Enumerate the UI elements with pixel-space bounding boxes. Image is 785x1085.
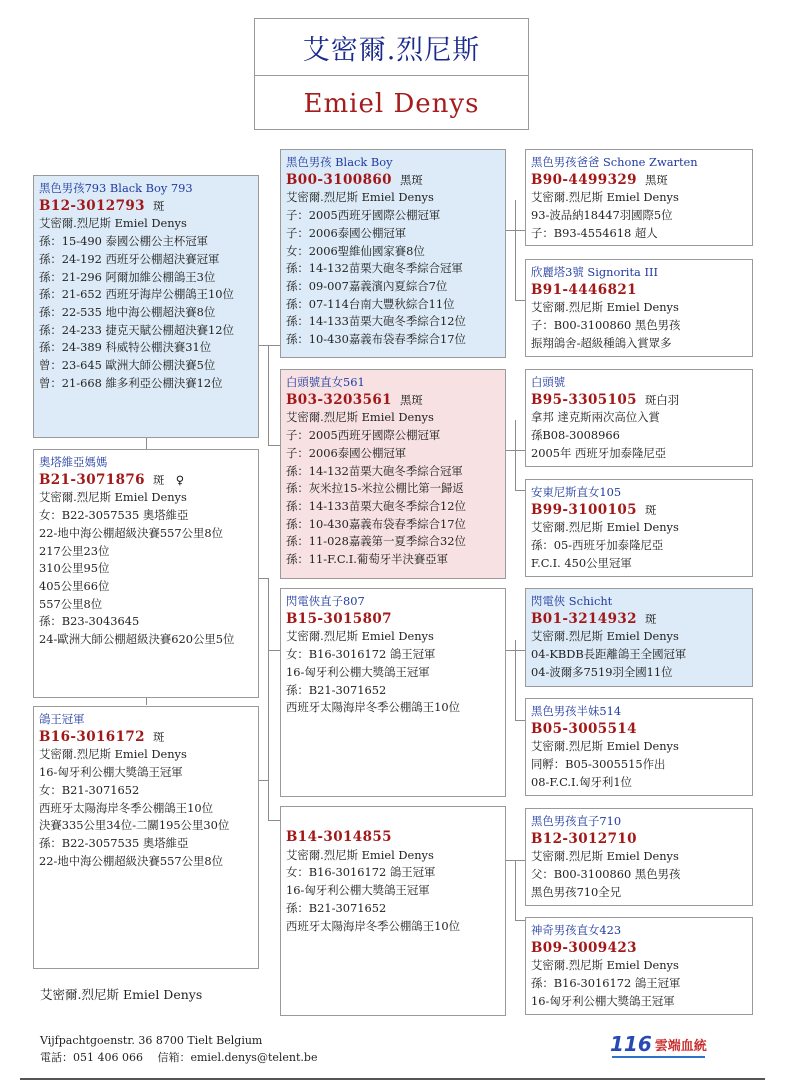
record-line: 04-KBDB長距離鴿王全國冠軍: [531, 647, 687, 662]
record-line: 16-匈牙利公棚大獎鴿王冠軍: [286, 664, 430, 679]
connector-line: [515, 640, 516, 720]
record-line: 艾密爾.烈尼斯 Emiel Denys: [531, 629, 679, 644]
record-line: F.C.I. 450公里冠軍: [531, 555, 632, 570]
record-line: 艾密爾.烈尼斯 Emiel Denys: [286, 847, 434, 862]
record-line: 艾密爾.烈尼斯 Emiel Denys: [39, 747, 187, 762]
record-line: 艾密爾.烈尼斯 Emiel Denys: [531, 300, 679, 315]
bird-color: 斑白羽: [644, 392, 680, 407]
pedigree-header: [254, 18, 529, 130]
connector-line: [268, 578, 269, 820]
record-line: 16-匈牙利公棚大獎鴿王冠軍: [531, 993, 675, 1008]
connector-line: [515, 490, 525, 491]
record-line: 女：B22-3057535 奧塔維亞: [39, 508, 189, 523]
ring-number: B05-3005514: [531, 720, 637, 737]
record-line: 子：2005西班牙國際公棚冠軍: [286, 208, 441, 223]
connector-line: [515, 920, 525, 921]
connector-line: [268, 820, 280, 821]
record-line: 女：B16-3016172 鴿王冠軍: [286, 865, 436, 880]
record-line: 艾密爾.烈尼斯 Emiel Denys: [531, 190, 679, 205]
record-line: 父：B00-3100860 黑色男孩: [531, 867, 681, 882]
record-line: 24-歐洲大師公棚超級決賽620公里5位: [39, 632, 235, 647]
dds-card: [525, 808, 753, 906]
record-line: 艾密爾.烈尼斯 Emiel Denys: [286, 410, 434, 425]
bird-name: 鴿王冠軍: [39, 712, 85, 726]
record-line: 22-地中海公棚超級決賽557公里8位: [39, 853, 224, 868]
record-line: 22-地中海公棚超級決賽557公里8位: [39, 525, 224, 540]
record-line: 孫：24-192 西班牙公棚超決賽冠軍: [39, 251, 220, 266]
record-line: 孫：11-028嘉義第一夏季綜合32位: [286, 534, 466, 549]
sdd-card: [525, 479, 753, 577]
record-line: 艾密爾.烈尼斯 Emiel Denys: [286, 629, 434, 644]
connector-line: [515, 860, 516, 920]
record-line: 孫：05-西班牙加泰隆尼亞: [531, 538, 664, 553]
bird-name: 奧塔維亞媽媽: [39, 455, 108, 469]
connector-line: [268, 345, 269, 445]
record-line: 孫：09-007嘉義濱內夏綜合7位: [286, 278, 448, 293]
bird-name: 閃電俠 Schicht: [531, 594, 613, 608]
bird-name: 黑色男孩直子710: [531, 814, 622, 828]
bird-name: 神奇男孩直女423: [531, 923, 622, 937]
bird-color: 斑: [644, 611, 657, 626]
record-line: 孫：B16-3016172 鴿王冠軍: [531, 976, 681, 991]
record-line: 女：B16-3016172 鴿王冠軍: [286, 647, 436, 662]
record-line: 孫：14-132苗栗大砲冬季綜合冠軍: [286, 463, 463, 478]
record-line: 557公里8位: [39, 596, 103, 611]
connector-line: [258, 780, 268, 781]
record-line: 405公里66位: [39, 578, 110, 593]
address-line: Vijfpachtgoenstr. 36 8700 Tielt Belgium: [40, 1034, 263, 1047]
record-line: 孫：21-652 西班牙海岸公棚鴿王10位: [39, 287, 234, 302]
record-line: 93-波品納18447羽國際5位: [531, 208, 673, 223]
logo-number: 116: [610, 1032, 652, 1056]
ring-number: B90-4499329: [531, 171, 637, 188]
record-line: 孫：11-F.C.I.葡萄牙半決賽亞軍: [286, 552, 449, 567]
record-line: 曾：23-645 歐洲大師公棚決賽5位: [39, 358, 216, 373]
ring-number: B95-3305105: [531, 391, 637, 408]
bird-color: 斑: [644, 502, 657, 517]
record-line: 子：2006泰國公棚冠軍: [286, 225, 407, 240]
dam-line-card: [33, 706, 259, 969]
ring-number: B21-3071876: [39, 471, 145, 488]
contact-block: [40, 1032, 317, 1066]
record-line: 孫：10-430嘉義布袋春季綜合17位: [286, 516, 466, 531]
bird-name: 黑色男孩半妹514: [531, 704, 622, 718]
record-line: 艾密爾.烈尼斯 Emiel Denys: [531, 520, 679, 535]
record-line: 孫：14-133苗栗大砲冬季綜合12位: [286, 498, 466, 513]
record-line: 振翔鴿舍-超級種鴿入賞眾多: [531, 335, 672, 350]
connector-line: [515, 720, 525, 721]
bird-color: 斑: [152, 198, 165, 213]
bird-name: 欣麗塔3號 Signorita III: [531, 265, 658, 279]
record-line: 拿邦 達克斯兩次高位入賞: [531, 410, 660, 425]
bird-name: 白頭號: [531, 375, 566, 389]
record-line: 16-匈牙利公棚大獎鴿王冠軍: [39, 765, 183, 780]
ring-number: B12-3012793: [39, 197, 145, 214]
connector-line: [268, 650, 280, 651]
bird-color: 斑 ♀: [152, 472, 185, 487]
sire-dam-card: [280, 369, 506, 579]
ddd-card: [525, 917, 753, 1015]
record-line: 217公里23位: [39, 543, 110, 558]
ring-number: B03-3203561: [286, 391, 392, 408]
bird-name: 閃電俠直子807: [286, 594, 365, 608]
connector-line: [258, 345, 280, 346]
record-line: 04-波爾多7519羽全國11位: [531, 664, 673, 679]
record-line: 子：2006泰國公棚冠軍: [286, 445, 407, 460]
record-line: 艾密爾.烈尼斯 Emiel Denys: [39, 490, 187, 505]
connector-line: [515, 200, 516, 300]
bird-name: 安東尼斯直女105: [531, 485, 622, 499]
record-line: 黑色男孩710全兄: [531, 884, 622, 899]
record-line: 西班牙太陽海岸冬季公棚鴿王10位: [286, 918, 460, 933]
record-line: 曾：21-668 維多利亞公棚決賽12位: [39, 375, 223, 390]
dam-card: [33, 449, 259, 698]
record-line: 子：B93-4554618 超人: [531, 225, 658, 240]
record-line: 子：2005西班牙國際公棚冠軍: [286, 428, 441, 443]
record-line: 艾密爾.烈尼斯 Emiel Denys: [531, 958, 679, 973]
connector-line: [515, 420, 516, 490]
record-line: 艾密爾.烈尼斯 Emiel Denys: [39, 216, 187, 231]
record-line: 孫：22-535 地中海公棚超決賽8位: [39, 304, 216, 319]
header-english-name: Emiel Denys: [303, 88, 480, 119]
record-line: 孫：10-430嘉義布袋春季綜合17位: [286, 332, 466, 347]
record-line: 16-匈牙利公棚大獎鴿王冠軍: [286, 883, 430, 898]
record-line: 08-F.C.I.匈牙利1位: [531, 774, 632, 789]
record-line: 孫：24-233 捷克天賦公棚超決賽12位: [39, 322, 234, 337]
ring-number: B15-3015807: [286, 610, 392, 627]
ring-number: B91-4446821: [531, 281, 637, 298]
dss-card: [525, 588, 753, 687]
owner-name: 艾密爾.烈尼斯 Emiel Denys: [40, 987, 203, 1002]
ring-number: B12-3012710: [531, 830, 637, 847]
connector-line: [268, 445, 280, 446]
sss-card: [525, 149, 753, 246]
sire-sire-card: [280, 149, 506, 358]
record-line: 孫：B21-3071652: [286, 900, 387, 915]
dsd-card: [525, 698, 753, 796]
record-line: 子：B00-3100860 黑色男孩: [531, 318, 681, 333]
bird-name: 黑色男孩 Black Boy: [286, 155, 393, 169]
record-line: 孫：14-133苗栗大砲冬季綜合12位: [286, 314, 466, 329]
record-line: 西班牙太陽海岸冬季公棚鴿王10位: [286, 700, 460, 715]
record-line: 艾密爾.烈尼斯 Emiel Denys: [531, 739, 679, 754]
logo-text: 雲端血統: [654, 1038, 707, 1054]
record-line: 孫：24-389 科威特公棚決賽31位: [39, 340, 212, 355]
bird-color: 黑斑: [399, 172, 423, 187]
bird-name: 黑色男孩793 Black Boy 793: [39, 181, 193, 195]
record-line: 孫B08-3008966: [531, 428, 620, 443]
footer-divider: [20, 1078, 765, 1080]
dam-sire-card: [280, 588, 506, 797]
record-line: 孫：B22-3057535 奧塔維亞: [39, 835, 189, 850]
bird-name: 白頭號直女561: [286, 375, 365, 389]
record-line: 孫：B21-3071652: [286, 682, 387, 697]
ring-number: B00-3100860: [286, 171, 392, 188]
ring-number: B01-3214932: [531, 610, 637, 627]
record-line: 孫：07-114台南大豐秋綜合11位: [286, 296, 455, 311]
record-line: 艾密爾.烈尼斯 Emiel Denys: [531, 849, 679, 864]
record-line: 孫：B23-3043645: [39, 614, 140, 629]
brand-logo: [610, 1032, 707, 1056]
record-line: 艾密爾.烈尼斯 Emiel Denys: [286, 190, 434, 205]
record-line: 310公里95位: [39, 561, 110, 576]
ring-number: B99-3100105: [531, 501, 637, 518]
connector-line: [146, 437, 147, 449]
connector-line: [515, 300, 525, 301]
record-line: 決賽335公里34位-二關195公里30位: [39, 818, 230, 833]
bird-color: 黑斑: [644, 172, 668, 187]
ring-number: B16-3016172: [39, 728, 145, 745]
bird-color: 斑: [152, 729, 165, 744]
record-line: 2005年 西班牙加泰隆尼亞: [531, 445, 667, 460]
bird-color: 黑斑: [399, 392, 423, 407]
bird-name: 黑色男孩爸爸 Schone Zwarten: [531, 155, 698, 169]
ring-number: B09-3009423: [531, 939, 637, 956]
record-line: 孫：14-132苗栗大砲冬季綜合冠軍: [286, 261, 463, 276]
dam-dam-card: [280, 806, 506, 1016]
record-line: 女：B21-3071652: [39, 782, 140, 797]
sire-card: [33, 175, 259, 438]
record-line: 西班牙太陽海岸冬季公棚鴿王10位: [39, 800, 213, 815]
ring-number: B14-3014855: [286, 829, 392, 845]
sds-card: [525, 369, 753, 467]
connector-line: [258, 578, 268, 579]
record-line: 孫：15-490 泰國公棚公主杯冠軍: [39, 234, 209, 249]
record-line: 女：2006聖維仙國家賽8位: [286, 243, 425, 258]
record-line: 孫：灰米拉15-米拉公棚比第一歸返: [286, 481, 464, 496]
contact-line: 電話：051 406 066 信箱：emiel.denys@telent.be: [40, 1051, 318, 1064]
record-line: 同孵：B05-3005515作出: [531, 757, 666, 772]
record-line: 孫：21-296 阿爾加維公棚鴿王3位: [39, 269, 216, 284]
connector-line: [146, 697, 147, 705]
logo-underline: [612, 1056, 705, 1058]
ssd-card: [525, 259, 753, 357]
header-chinese-name: 艾密爾.烈尼斯: [255, 19, 528, 76]
